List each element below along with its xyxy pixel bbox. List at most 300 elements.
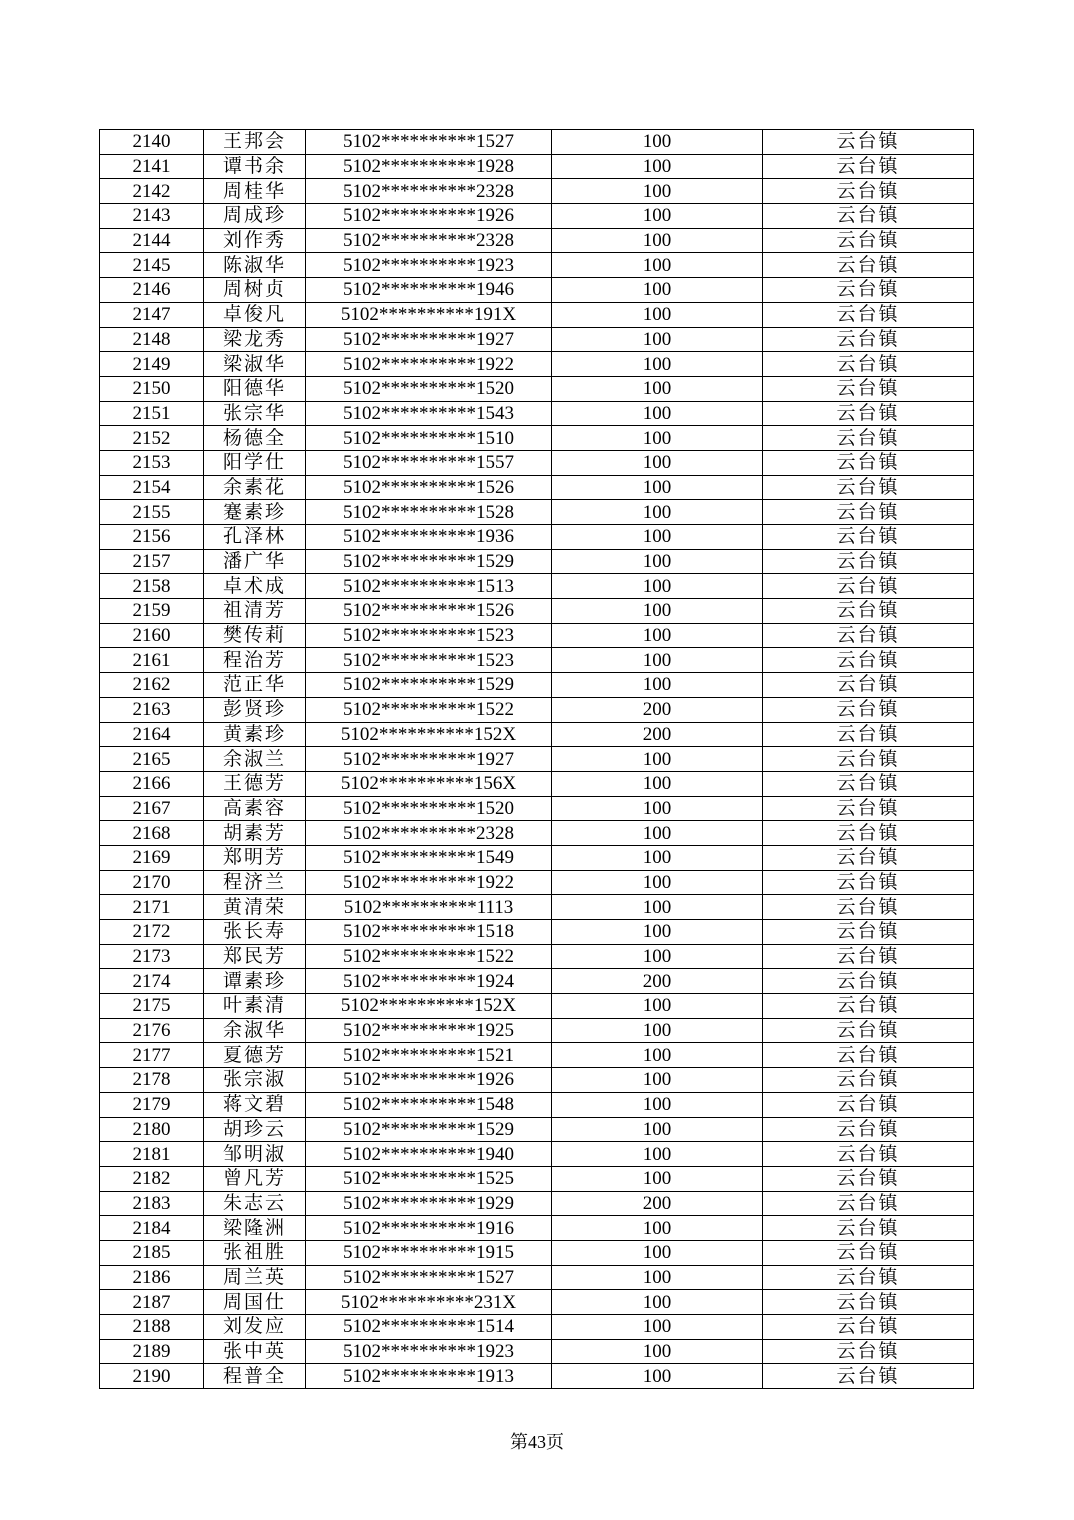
cell-name: 阳德华 <box>204 376 306 401</box>
cell-number: 2153 <box>100 450 204 475</box>
cell-name: 高素容 <box>204 796 306 821</box>
cell-id-number: 5102**********1926 <box>306 204 552 229</box>
table-row <box>100 1315 974 1340</box>
cell-number: 2144 <box>100 228 204 253</box>
cell-amount: 100 <box>552 1092 763 1117</box>
table-row <box>100 1018 974 1043</box>
cell-name: 余淑华 <box>204 1018 306 1043</box>
cell-amount: 100 <box>552 1240 763 1265</box>
table-row <box>100 525 974 550</box>
cell-amount: 100 <box>552 1018 763 1043</box>
cell-amount: 100 <box>552 1216 763 1241</box>
cell-id-number: 5102**********1922 <box>306 352 552 377</box>
cell-id-number: 5102**********1113 <box>306 895 552 920</box>
table-row <box>100 994 974 1019</box>
cell-town: 云台镇 <box>763 673 974 698</box>
cell-number: 2180 <box>100 1117 204 1142</box>
cell-id-number: 5102**********152X <box>306 994 552 1019</box>
cell-town: 云台镇 <box>763 376 974 401</box>
cell-town: 云台镇 <box>763 747 974 772</box>
cell-town: 云台镇 <box>763 401 974 426</box>
table-row <box>100 376 974 401</box>
cell-name: 程治芳 <box>204 648 306 673</box>
table-row <box>100 1142 974 1167</box>
cell-id-number: 5102**********1522 <box>306 944 552 969</box>
cell-town: 云台镇 <box>763 1339 974 1364</box>
cell-amount: 100 <box>552 821 763 846</box>
cell-number: 2151 <box>100 401 204 426</box>
cell-name: 张祖胜 <box>204 1240 306 1265</box>
cell-town: 云台镇 <box>763 1315 974 1340</box>
table-row <box>100 450 974 475</box>
cell-name: 樊传莉 <box>204 623 306 648</box>
cell-id-number: 5102**********231X <box>306 1290 552 1315</box>
table-row <box>100 574 974 599</box>
cell-number: 2177 <box>100 1043 204 1068</box>
table-row <box>100 1339 974 1364</box>
cell-number: 2185 <box>100 1240 204 1265</box>
cell-town: 云台镇 <box>763 204 974 229</box>
cell-number: 2160 <box>100 623 204 648</box>
cell-number: 2176 <box>100 1018 204 1043</box>
cell-name: 张宗淑 <box>204 1068 306 1093</box>
cell-town: 云台镇 <box>763 845 974 870</box>
cell-number: 2149 <box>100 352 204 377</box>
cell-id-number: 5102**********1922 <box>306 870 552 895</box>
cell-id-number: 5102**********1527 <box>306 130 552 155</box>
cell-town: 云台镇 <box>763 870 974 895</box>
cell-amount: 100 <box>552 673 763 698</box>
cell-town: 云台镇 <box>763 525 974 550</box>
cell-town: 云台镇 <box>763 1364 974 1389</box>
cell-id-number: 5102**********1549 <box>306 845 552 870</box>
cell-name: 谭素珍 <box>204 969 306 994</box>
cell-amount: 200 <box>552 969 763 994</box>
cell-id-number: 5102**********1923 <box>306 253 552 278</box>
cell-town: 云台镇 <box>763 278 974 303</box>
cell-town: 云台镇 <box>763 130 974 155</box>
table-row <box>100 870 974 895</box>
cell-town: 云台镇 <box>763 1240 974 1265</box>
cell-amount: 100 <box>552 352 763 377</box>
table-row <box>100 648 974 673</box>
cell-town: 云台镇 <box>763 228 974 253</box>
cell-id-number: 5102**********1529 <box>306 673 552 698</box>
cell-number: 2184 <box>100 1216 204 1241</box>
cell-number: 2158 <box>100 574 204 599</box>
cell-id-number: 5102**********1525 <box>306 1166 552 1191</box>
cell-amount: 100 <box>552 1166 763 1191</box>
cell-number: 2148 <box>100 327 204 352</box>
table-row <box>100 1240 974 1265</box>
cell-amount: 100 <box>552 278 763 303</box>
cell-amount: 100 <box>552 450 763 475</box>
cell-id-number: 5102**********1925 <box>306 1018 552 1043</box>
cell-number: 2165 <box>100 747 204 772</box>
cell-town: 云台镇 <box>763 895 974 920</box>
cell-town: 云台镇 <box>763 994 974 1019</box>
cell-amount: 100 <box>552 944 763 969</box>
cell-amount: 100 <box>552 747 763 772</box>
cell-id-number: 5102**********1929 <box>306 1191 552 1216</box>
cell-amount: 100 <box>552 204 763 229</box>
cell-number: 2164 <box>100 722 204 747</box>
recipient-table <box>99 129 974 1389</box>
table-row <box>100 302 974 327</box>
table-row <box>100 1265 974 1290</box>
cell-id-number: 5102**********1529 <box>306 1117 552 1142</box>
table-row <box>100 500 974 525</box>
cell-amount: 200 <box>552 722 763 747</box>
cell-town: 云台镇 <box>763 327 974 352</box>
cell-number: 2157 <box>100 549 204 574</box>
cell-name: 梁龙秀 <box>204 327 306 352</box>
table-row <box>100 130 974 155</box>
table-row <box>100 401 974 426</box>
cell-amount: 100 <box>552 623 763 648</box>
cell-number: 2186 <box>100 1265 204 1290</box>
cell-town: 云台镇 <box>763 450 974 475</box>
cell-town: 云台镇 <box>763 1117 974 1142</box>
cell-amount: 100 <box>552 475 763 500</box>
cell-id-number: 5102**********152X <box>306 722 552 747</box>
cell-name: 周树贞 <box>204 278 306 303</box>
cell-amount: 100 <box>552 895 763 920</box>
cell-amount: 100 <box>552 1339 763 1364</box>
cell-name: 张长寿 <box>204 920 306 945</box>
cell-amount: 100 <box>552 1117 763 1142</box>
table-row <box>100 722 974 747</box>
cell-number: 2189 <box>100 1339 204 1364</box>
cell-name: 周兰英 <box>204 1265 306 1290</box>
cell-name: 卓俊凡 <box>204 302 306 327</box>
table-row <box>100 673 974 698</box>
table-row <box>100 1068 974 1093</box>
cell-amount: 100 <box>552 130 763 155</box>
table-row <box>100 771 974 796</box>
table-row <box>100 821 974 846</box>
cell-amount: 100 <box>552 154 763 179</box>
table-row <box>100 895 974 920</box>
table-row <box>100 1166 974 1191</box>
cell-number: 2163 <box>100 697 204 722</box>
cell-number: 2145 <box>100 253 204 278</box>
cell-name: 胡珍云 <box>204 1117 306 1142</box>
cell-name: 谭书余 <box>204 154 306 179</box>
cell-amount: 100 <box>552 179 763 204</box>
cell-id-number: 5102**********1528 <box>306 500 552 525</box>
cell-town: 云台镇 <box>763 1018 974 1043</box>
cell-number: 2190 <box>100 1364 204 1389</box>
cell-town: 云台镇 <box>763 920 974 945</box>
cell-amount: 100 <box>552 500 763 525</box>
cell-id-number: 5102**********1936 <box>306 525 552 550</box>
cell-number: 2156 <box>100 525 204 550</box>
cell-town: 云台镇 <box>763 821 974 846</box>
table-row <box>100 549 974 574</box>
cell-id-number: 5102**********1527 <box>306 1265 552 1290</box>
table-row <box>100 747 974 772</box>
cell-name: 刘作秀 <box>204 228 306 253</box>
table-row <box>100 623 974 648</box>
table-row <box>100 1043 974 1068</box>
cell-name: 卓术成 <box>204 574 306 599</box>
cell-id-number: 5102**********1916 <box>306 1216 552 1241</box>
table-row <box>100 228 974 253</box>
cell-number: 2162 <box>100 673 204 698</box>
cell-number: 2141 <box>100 154 204 179</box>
cell-id-number: 5102**********1514 <box>306 1315 552 1340</box>
cell-town: 云台镇 <box>763 352 974 377</box>
cell-town: 云台镇 <box>763 426 974 451</box>
cell-amount: 100 <box>552 599 763 624</box>
cell-id-number: 5102**********1526 <box>306 599 552 624</box>
cell-id-number: 5102**********1557 <box>306 450 552 475</box>
cell-number: 2168 <box>100 821 204 846</box>
cell-id-number: 5102**********2328 <box>306 228 552 253</box>
table-row <box>100 1117 974 1142</box>
table-row <box>100 352 974 377</box>
cell-town: 云台镇 <box>763 1265 974 1290</box>
cell-name: 王德芳 <box>204 771 306 796</box>
cell-id-number: 5102**********1923 <box>306 1339 552 1364</box>
cell-number: 2171 <box>100 895 204 920</box>
cell-number: 2183 <box>100 1191 204 1216</box>
cell-id-number: 5102**********1940 <box>306 1142 552 1167</box>
cell-id-number: 5102**********156X <box>306 771 552 796</box>
cell-amount: 100 <box>552 1290 763 1315</box>
cell-id-number: 5102**********1915 <box>306 1240 552 1265</box>
cell-amount: 100 <box>552 920 763 945</box>
cell-id-number: 5102**********1518 <box>306 920 552 945</box>
cell-amount: 100 <box>552 549 763 574</box>
cell-name: 梁淑华 <box>204 352 306 377</box>
cell-number: 2178 <box>100 1068 204 1093</box>
cell-amount: 100 <box>552 1142 763 1167</box>
cell-number: 2159 <box>100 599 204 624</box>
cell-amount: 100 <box>552 1043 763 1068</box>
cell-name: 刘发应 <box>204 1315 306 1340</box>
cell-town: 云台镇 <box>763 179 974 204</box>
cell-name: 余淑兰 <box>204 747 306 772</box>
cell-amount: 100 <box>552 401 763 426</box>
cell-number: 2174 <box>100 969 204 994</box>
cell-name: 邹明淑 <box>204 1142 306 1167</box>
cell-name: 张宗华 <box>204 401 306 426</box>
cell-name: 周成珍 <box>204 204 306 229</box>
cell-number: 2143 <box>100 204 204 229</box>
table-row <box>100 920 974 945</box>
cell-town: 云台镇 <box>763 697 974 722</box>
cell-name: 范正华 <box>204 673 306 698</box>
cell-id-number: 5102**********1510 <box>306 426 552 451</box>
cell-amount: 100 <box>552 253 763 278</box>
cell-number: 2166 <box>100 771 204 796</box>
cell-name: 郑民芳 <box>204 944 306 969</box>
cell-id-number: 5102**********1543 <box>306 401 552 426</box>
cell-name: 陈淑华 <box>204 253 306 278</box>
cell-amount: 100 <box>552 771 763 796</box>
cell-town: 云台镇 <box>763 1191 974 1216</box>
table-row <box>100 1290 974 1315</box>
cell-amount: 100 <box>552 327 763 352</box>
cell-number: 2161 <box>100 648 204 673</box>
cell-name: 程普全 <box>204 1364 306 1389</box>
cell-name: 蹇素珍 <box>204 500 306 525</box>
cell-town: 云台镇 <box>763 574 974 599</box>
cell-number: 2179 <box>100 1092 204 1117</box>
cell-name: 胡素芳 <box>204 821 306 846</box>
cell-id-number: 5102**********1926 <box>306 1068 552 1093</box>
table-row <box>100 475 974 500</box>
cell-name: 叶素清 <box>204 994 306 1019</box>
table-row <box>100 327 974 352</box>
cell-id-number: 5102**********1927 <box>306 327 552 352</box>
cell-name: 夏德芳 <box>204 1043 306 1068</box>
cell-id-number: 5102**********191X <box>306 302 552 327</box>
cell-amount: 100 <box>552 302 763 327</box>
cell-id-number: 5102**********1928 <box>306 154 552 179</box>
cell-number: 2142 <box>100 179 204 204</box>
cell-town: 云台镇 <box>763 944 974 969</box>
cell-amount: 100 <box>552 845 763 870</box>
cell-number: 2155 <box>100 500 204 525</box>
cell-town: 云台镇 <box>763 796 974 821</box>
cell-town: 云台镇 <box>763 549 974 574</box>
cell-amount: 100 <box>552 994 763 1019</box>
cell-number: 2170 <box>100 870 204 895</box>
cell-id-number: 5102**********1924 <box>306 969 552 994</box>
cell-name: 余素花 <box>204 475 306 500</box>
cell-amount: 100 <box>552 228 763 253</box>
cell-amount: 200 <box>552 1191 763 1216</box>
table-row <box>100 204 974 229</box>
cell-number: 2167 <box>100 796 204 821</box>
cell-amount: 100 <box>552 1364 763 1389</box>
table-row <box>100 845 974 870</box>
cell-town: 云台镇 <box>763 1068 974 1093</box>
cell-amount: 100 <box>552 1265 763 1290</box>
cell-name: 曾凡芳 <box>204 1166 306 1191</box>
cell-id-number: 5102**********1927 <box>306 747 552 772</box>
table-row <box>100 154 974 179</box>
cell-amount: 100 <box>552 1315 763 1340</box>
table-row <box>100 179 974 204</box>
table-row <box>100 1364 974 1389</box>
cell-number: 2175 <box>100 994 204 1019</box>
cell-town: 云台镇 <box>763 1166 974 1191</box>
cell-name: 张中英 <box>204 1339 306 1364</box>
cell-name: 阳学仕 <box>204 450 306 475</box>
cell-town: 云台镇 <box>763 722 974 747</box>
cell-name: 周桂华 <box>204 179 306 204</box>
cell-town: 云台镇 <box>763 1092 974 1117</box>
cell-amount: 100 <box>552 426 763 451</box>
cell-amount: 100 <box>552 525 763 550</box>
cell-id-number: 5102**********1521 <box>306 1043 552 1068</box>
table-row <box>100 278 974 303</box>
cell-number: 2188 <box>100 1315 204 1340</box>
cell-town: 云台镇 <box>763 969 974 994</box>
cell-name: 祖清芳 <box>204 599 306 624</box>
table-row <box>100 426 974 451</box>
cell-id-number: 5102**********1523 <box>306 648 552 673</box>
table-row <box>100 796 974 821</box>
cell-town: 云台镇 <box>763 1290 974 1315</box>
cell-number: 2152 <box>100 426 204 451</box>
cell-id-number: 5102**********1523 <box>306 623 552 648</box>
table-row <box>100 697 974 722</box>
cell-number: 2173 <box>100 944 204 969</box>
cell-town: 云台镇 <box>763 475 974 500</box>
cell-id-number: 5102**********2328 <box>306 821 552 846</box>
cell-name: 黄清荣 <box>204 895 306 920</box>
cell-id-number: 5102**********1526 <box>306 475 552 500</box>
cell-amount: 100 <box>552 376 763 401</box>
cell-name: 郑明芳 <box>204 845 306 870</box>
cell-town: 云台镇 <box>763 1142 974 1167</box>
cell-amount: 200 <box>552 697 763 722</box>
cell-id-number: 5102**********1522 <box>306 697 552 722</box>
cell-town: 云台镇 <box>763 648 974 673</box>
cell-name: 程济兰 <box>204 870 306 895</box>
cell-amount: 100 <box>552 870 763 895</box>
cell-number: 2150 <box>100 376 204 401</box>
cell-town: 云台镇 <box>763 302 974 327</box>
cell-town: 云台镇 <box>763 771 974 796</box>
cell-amount: 100 <box>552 1068 763 1093</box>
cell-id-number: 5102**********1520 <box>306 796 552 821</box>
cell-amount: 100 <box>552 648 763 673</box>
cell-name: 王邦会 <box>204 130 306 155</box>
cell-number: 2147 <box>100 302 204 327</box>
table-row <box>100 253 974 278</box>
cell-id-number: 5102**********2328 <box>306 179 552 204</box>
table-row <box>100 599 974 624</box>
cell-name: 潘广华 <box>204 549 306 574</box>
cell-id-number: 5102**********1913 <box>306 1364 552 1389</box>
cell-number: 2169 <box>100 845 204 870</box>
cell-id-number: 5102**********1529 <box>306 549 552 574</box>
cell-name: 蒋文碧 <box>204 1092 306 1117</box>
cell-id-number: 5102**********1946 <box>306 278 552 303</box>
cell-town: 云台镇 <box>763 623 974 648</box>
table-row <box>100 1191 974 1216</box>
page-number: 第43页 <box>510 1432 564 1452</box>
cell-town: 云台镇 <box>763 1216 974 1241</box>
cell-number: 2182 <box>100 1166 204 1191</box>
cell-id-number: 5102**********1548 <box>306 1092 552 1117</box>
cell-name: 杨德全 <box>204 426 306 451</box>
cell-id-number: 5102**********1513 <box>306 574 552 599</box>
cell-amount: 100 <box>552 796 763 821</box>
cell-number: 2187 <box>100 1290 204 1315</box>
table-row <box>100 969 974 994</box>
table-row <box>100 1216 974 1241</box>
cell-number: 2154 <box>100 475 204 500</box>
cell-amount: 100 <box>552 574 763 599</box>
cell-number: 2146 <box>100 278 204 303</box>
cell-town: 云台镇 <box>763 1043 974 1068</box>
cell-name: 周国仕 <box>204 1290 306 1315</box>
cell-town: 云台镇 <box>763 154 974 179</box>
cell-name: 朱志云 <box>204 1191 306 1216</box>
cell-number: 2140 <box>100 130 204 155</box>
table-body <box>100 130 974 1389</box>
table-row <box>100 1092 974 1117</box>
cell-name: 梁隆洲 <box>204 1216 306 1241</box>
cell-id-number: 5102**********1520 <box>306 376 552 401</box>
